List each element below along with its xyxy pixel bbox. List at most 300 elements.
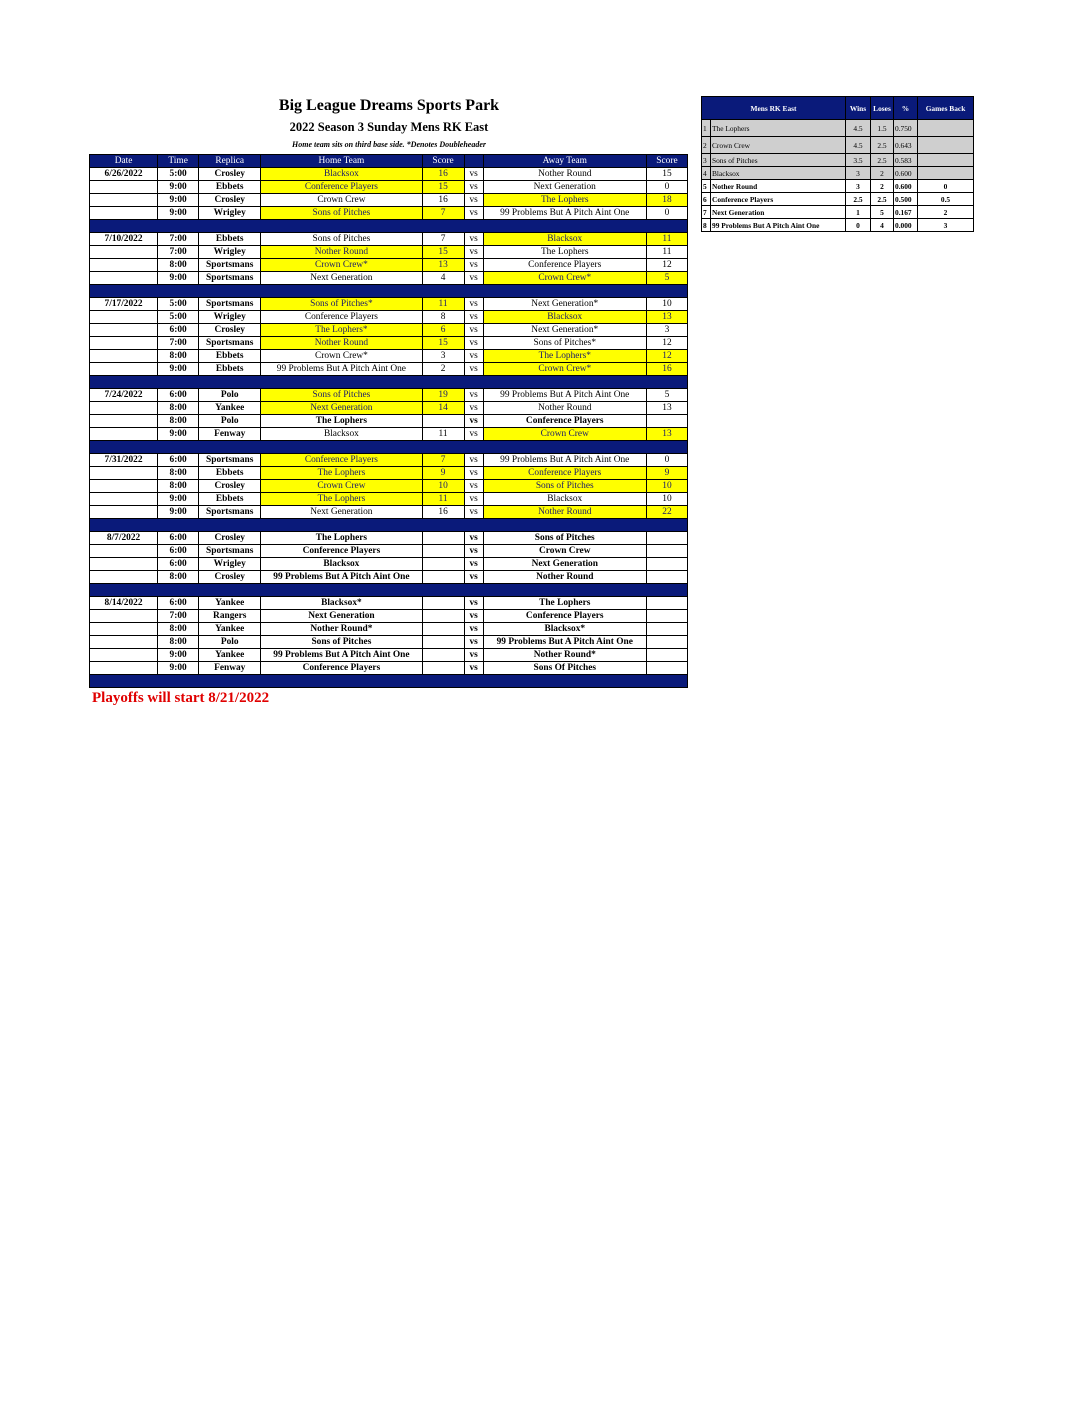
game-row <box>90 493 688 506</box>
game-date <box>90 545 158 558</box>
game-date <box>90 649 158 662</box>
game-date <box>90 623 158 636</box>
home-score: 9 <box>422 467 464 480</box>
game-date <box>90 415 158 428</box>
vs-label: vs <box>464 480 483 493</box>
game-time: 6:00 <box>158 324 199 337</box>
vs-label: vs <box>464 246 483 259</box>
game-time: 6:00 <box>158 532 199 545</box>
home-score: 15 <box>422 337 464 350</box>
field-replica: Ebbets <box>199 233 261 246</box>
week-separator <box>90 675 688 688</box>
game-time: 7:00 <box>158 233 199 246</box>
away-team: The Lophers <box>483 246 646 259</box>
game-row <box>90 480 688 493</box>
home-team: Sons of Pitches <box>261 233 422 246</box>
game-row <box>90 259 688 272</box>
field-replica: Yankee <box>199 649 261 662</box>
col-away-score: Score <box>646 155 687 168</box>
away-score: 0 <box>646 181 687 194</box>
away-score: 13 <box>646 402 687 415</box>
game-time: 8:00 <box>158 623 199 636</box>
field-replica: Wrigley <box>199 207 261 220</box>
vs-label: vs <box>464 363 483 376</box>
away-team: The Lophers <box>483 194 646 207</box>
away-score: 22 <box>646 506 687 519</box>
away-team: 99 Problems But A Pitch Aint One <box>483 454 646 467</box>
vs-label: vs <box>464 298 483 311</box>
col-home-team: Home Team <box>261 155 422 168</box>
home-score: 11 <box>422 298 464 311</box>
away-team: Blacksox <box>483 311 646 324</box>
vs-label: vs <box>464 337 483 350</box>
game-date: 7/31/2022 <box>90 454 158 467</box>
away-team: Blacksox <box>483 233 646 246</box>
away-score: 12 <box>646 259 687 272</box>
game-date <box>90 558 158 571</box>
away-team: Conference Players <box>483 415 646 428</box>
home-score: 7 <box>422 233 464 246</box>
away-score: 10 <box>646 493 687 506</box>
standings-pct: 0.750 <box>894 120 918 137</box>
standings-loses: 1.5 <box>871 120 894 137</box>
home-team: Sons of Pitches <box>261 389 422 402</box>
game-time: 5:00 <box>158 298 199 311</box>
col-away-team: Away Team <box>483 155 646 168</box>
game-time: 6:00 <box>158 389 199 402</box>
game-time: 6:00 <box>158 558 199 571</box>
away-score: 0 <box>646 454 687 467</box>
home-score: 16 <box>422 194 464 207</box>
standings-rank: 3 <box>702 154 711 167</box>
game-date <box>90 493 158 506</box>
game-date <box>90 181 158 194</box>
field-replica: Sportsmans <box>199 298 261 311</box>
home-team: Crown Crew <box>261 194 422 207</box>
game-date <box>90 259 158 272</box>
game-time: 9:00 <box>158 194 199 207</box>
game-row <box>90 623 688 636</box>
home-team: Crown Crew* <box>261 259 422 272</box>
game-row <box>90 610 688 623</box>
vs-label: vs <box>464 545 483 558</box>
game-date <box>90 207 158 220</box>
standings-pct: 0.167 <box>894 206 918 219</box>
away-score: 12 <box>646 337 687 350</box>
standings-wins: 4.5 <box>846 137 871 154</box>
away-team: Blacksox <box>483 493 646 506</box>
field-replica: Crosley <box>199 194 261 207</box>
home-team: Next Generation <box>261 272 422 285</box>
standings-wins: 2.5 <box>846 193 871 206</box>
field-replica: Crosley <box>199 532 261 545</box>
away-score <box>646 662 687 675</box>
standings-wins: 1 <box>846 206 871 219</box>
standings-games-back: 0 <box>918 180 974 193</box>
away-score: 5 <box>646 389 687 402</box>
home-team: Conference Players <box>261 545 422 558</box>
away-team: Sons of Pitches <box>483 532 646 545</box>
home-team: 99 Problems But A Pitch Aint One <box>261 649 422 662</box>
standings-games-back <box>918 154 974 167</box>
away-team: Next Generation <box>483 558 646 571</box>
away-team: Crown Crew* <box>483 363 646 376</box>
home-score: 13 <box>422 259 464 272</box>
standings-team: Sons of Pitches <box>711 154 846 167</box>
game-row <box>90 207 688 220</box>
home-score <box>422 610 464 623</box>
game-time: 9:00 <box>158 506 199 519</box>
home-team: Blacksox* <box>261 597 422 610</box>
game-row <box>90 532 688 545</box>
field-replica: Polo <box>199 389 261 402</box>
field-replica: Crosley <box>199 324 261 337</box>
game-date: 7/17/2022 <box>90 298 158 311</box>
standings-team: Conference Players <box>711 193 846 206</box>
game-date <box>90 311 158 324</box>
home-score <box>422 636 464 649</box>
game-row <box>90 337 688 350</box>
away-score <box>646 597 687 610</box>
standings-loses: 4 <box>871 219 894 232</box>
game-time: 9:00 <box>158 272 199 285</box>
standings-rank: 7 <box>702 206 711 219</box>
home-score: 11 <box>422 428 464 441</box>
field-replica: Fenway <box>199 662 261 675</box>
field-replica: Ebbets <box>199 350 261 363</box>
away-team: Nother Round <box>483 506 646 519</box>
home-score <box>422 415 464 428</box>
game-time: 5:00 <box>158 168 199 181</box>
home-score <box>422 662 464 675</box>
vs-label: vs <box>464 610 483 623</box>
home-score: 4 <box>422 272 464 285</box>
away-score: 13 <box>646 428 687 441</box>
game-date <box>90 571 158 584</box>
week-separator <box>90 519 688 532</box>
home-score <box>422 558 464 571</box>
home-score: 15 <box>422 246 464 259</box>
vs-label: vs <box>464 636 483 649</box>
week-separator <box>90 376 688 389</box>
away-score: 10 <box>646 480 687 493</box>
schedule-table <box>89 154 688 688</box>
game-row <box>90 454 688 467</box>
game-time: 9:00 <box>158 649 199 662</box>
vs-label: vs <box>464 272 483 285</box>
standings-col-loses: Loses <box>871 97 894 120</box>
standings-rank: 2 <box>702 137 711 154</box>
home-score: 11 <box>422 493 464 506</box>
home-score <box>422 545 464 558</box>
standings-games-back: 2 <box>918 206 974 219</box>
vs-label: vs <box>464 454 483 467</box>
game-time: 7:00 <box>158 246 199 259</box>
game-date <box>90 350 158 363</box>
game-row <box>90 428 688 441</box>
field-replica: Crosley <box>199 480 261 493</box>
vs-label: vs <box>464 571 483 584</box>
away-score <box>646 558 687 571</box>
away-team: Conference Players <box>483 467 646 480</box>
home-score <box>422 571 464 584</box>
playoffs-notice: Playoffs will start 8/21/2022 <box>92 690 270 706</box>
standings-team: Nother Round <box>711 180 846 193</box>
home-score <box>422 649 464 662</box>
away-team: Conference Players <box>483 259 646 272</box>
standings-rank: 6 <box>702 193 711 206</box>
game-row <box>90 246 688 259</box>
separator-bar <box>90 220 688 233</box>
vs-label: vs <box>464 259 483 272</box>
away-score: 13 <box>646 311 687 324</box>
game-time: 8:00 <box>158 467 199 480</box>
game-time: 6:00 <box>158 454 199 467</box>
home-score: 3 <box>422 350 464 363</box>
home-team: Next Generation <box>261 610 422 623</box>
home-score: 8 <box>422 311 464 324</box>
home-score <box>422 597 464 610</box>
week-separator <box>90 285 688 298</box>
away-team: 99 Problems But A Pitch Aint One <box>483 636 646 649</box>
standings-team: Blacksox <box>711 167 846 180</box>
standings-games-back <box>918 167 974 180</box>
separator-bar <box>90 519 688 532</box>
away-score: 10 <box>646 298 687 311</box>
away-team: Nother Round <box>483 402 646 415</box>
col-vs <box>464 155 483 168</box>
vs-label: vs <box>464 389 483 402</box>
game-time: 7:00 <box>158 337 199 350</box>
home-score <box>422 532 464 545</box>
field-replica: Sportsmans <box>199 272 261 285</box>
standings-wins: 3.5 <box>846 154 871 167</box>
home-score <box>422 623 464 636</box>
standings-loses: 2.5 <box>871 154 894 167</box>
game-date <box>90 480 158 493</box>
home-score: 16 <box>422 506 464 519</box>
game-date <box>90 363 158 376</box>
standings-games-back <box>918 120 974 137</box>
game-time: 6:00 <box>158 597 199 610</box>
field-replica: Sportsmans <box>199 506 261 519</box>
away-team: The Lophers <box>483 597 646 610</box>
game-time: 9:00 <box>158 181 199 194</box>
game-time: 9:00 <box>158 207 199 220</box>
vs-label: vs <box>464 402 483 415</box>
standings-pct: 0.600 <box>894 167 918 180</box>
home-team: Sons of Pitches* <box>261 298 422 311</box>
vs-label: vs <box>464 649 483 662</box>
away-team: Nother Round* <box>483 649 646 662</box>
away-team: Sons of Pitches <box>483 480 646 493</box>
game-date <box>90 428 158 441</box>
game-time: 8:00 <box>158 350 199 363</box>
standings-rank: 8 <box>702 219 711 232</box>
game-date: 6/26/2022 <box>90 168 158 181</box>
home-score: 7 <box>422 207 464 220</box>
vs-label: vs <box>464 350 483 363</box>
standings-pct: 0.000 <box>894 219 918 232</box>
game-date: 8/14/2022 <box>90 597 158 610</box>
game-date <box>90 246 158 259</box>
home-score: 14 <box>422 402 464 415</box>
field-replica: Yankee <box>199 402 261 415</box>
standings-team: 99 Problems But A Pitch Aint One <box>711 219 846 232</box>
home-team: Nother Round* <box>261 623 422 636</box>
home-team: The Lophers <box>261 467 422 480</box>
field-replica: Yankee <box>199 623 261 636</box>
home-score: 2 <box>422 363 464 376</box>
vs-label: vs <box>464 194 483 207</box>
away-score: 15 <box>646 168 687 181</box>
game-row <box>90 324 688 337</box>
home-team: Sons of Pitches <box>261 636 422 649</box>
game-row <box>90 662 688 675</box>
game-time: 9:00 <box>158 428 199 441</box>
field-replica: Sportsmans <box>199 337 261 350</box>
home-team: The Lophers <box>261 415 422 428</box>
home-team: Nother Round <box>261 246 422 259</box>
standings-wins: 3 <box>846 180 871 193</box>
game-row <box>90 298 688 311</box>
standings-loses: 2.5 <box>871 137 894 154</box>
game-time: 7:00 <box>158 610 199 623</box>
standings-row <box>702 206 974 219</box>
vs-label: vs <box>464 623 483 636</box>
away-score <box>646 636 687 649</box>
standings-pct: 0.500 <box>894 193 918 206</box>
home-score: 16 <box>422 168 464 181</box>
col-home-score: Score <box>422 155 464 168</box>
field-replica: Polo <box>199 636 261 649</box>
home-score: 7 <box>422 454 464 467</box>
doubleheader-note: Home team sits on third base side. *Denotes Doubleheader <box>292 140 486 149</box>
field-replica: Wrigley <box>199 246 261 259</box>
standings-col-wins: Wins <box>846 97 871 120</box>
vs-label: vs <box>464 181 483 194</box>
away-score: 3 <box>646 324 687 337</box>
home-team: Blacksox <box>261 558 422 571</box>
away-team: Conference Players <box>483 610 646 623</box>
field-replica: Polo <box>199 415 261 428</box>
standings-header-row <box>702 97 974 120</box>
vs-label: vs <box>464 467 483 480</box>
away-score <box>646 571 687 584</box>
separator-bar <box>90 376 688 389</box>
away-team: 99 Problems But A Pitch Aint One <box>483 389 646 402</box>
home-team: Sons of Pitches <box>261 207 422 220</box>
home-score: 15 <box>422 181 464 194</box>
game-date <box>90 194 158 207</box>
field-replica: Ebbets <box>199 467 261 480</box>
game-row <box>90 467 688 480</box>
game-row <box>90 389 688 402</box>
col-time: Time <box>158 155 199 168</box>
away-team: Crown Crew <box>483 428 646 441</box>
game-date <box>90 337 158 350</box>
separator-bar <box>90 675 688 688</box>
away-score: 9 <box>646 467 687 480</box>
vs-label: vs <box>464 207 483 220</box>
home-score: 19 <box>422 389 464 402</box>
game-date <box>90 324 158 337</box>
standings-loses: 2 <box>871 180 894 193</box>
vs-label: vs <box>464 662 483 675</box>
away-team: 99 Problems But A Pitch Aint One <box>483 207 646 220</box>
vs-label: vs <box>464 506 483 519</box>
away-team: Next Generation* <box>483 298 646 311</box>
standings-loses: 2 <box>871 167 894 180</box>
home-team: Conference Players <box>261 181 422 194</box>
vs-label: vs <box>464 233 483 246</box>
standings-wins: 4.5 <box>846 120 871 137</box>
away-team: Nother Round <box>483 168 646 181</box>
page-title: Big League Dreams Sports Park <box>278 97 500 114</box>
game-date <box>90 402 158 415</box>
away-score <box>646 415 687 428</box>
field-replica: Ebbets <box>199 493 261 506</box>
game-date: 8/7/2022 <box>90 532 158 545</box>
vs-label: vs <box>464 558 483 571</box>
standings-pct: 0.600 <box>894 180 918 193</box>
standings-team: Next Generation <box>711 206 846 219</box>
game-row <box>90 233 688 246</box>
standings-rank: 4 <box>702 167 711 180</box>
standings-wins: 0 <box>846 219 871 232</box>
field-replica: Sportsmans <box>199 259 261 272</box>
game-time: 9:00 <box>158 363 199 376</box>
home-team: The Lophers <box>261 493 422 506</box>
game-time: 8:00 <box>158 259 199 272</box>
away-team: Crown Crew <box>483 545 646 558</box>
standings-row <box>702 120 974 137</box>
field-replica: Ebbets <box>199 363 261 376</box>
standings-row <box>702 137 974 154</box>
col-date: Date <box>90 155 158 168</box>
standings-col-pct: % <box>894 97 918 120</box>
away-score: 0 <box>646 207 687 220</box>
game-time: 8:00 <box>158 571 199 584</box>
vs-label: vs <box>464 428 483 441</box>
standings-col-games-back: Games Back <box>918 97 974 120</box>
game-date <box>90 662 158 675</box>
vs-label: vs <box>464 311 483 324</box>
field-replica: Fenway <box>199 428 261 441</box>
standings-table <box>701 96 974 232</box>
game-time: 9:00 <box>158 493 199 506</box>
game-time: 8:00 <box>158 402 199 415</box>
standings-row <box>702 167 974 180</box>
vs-label: vs <box>464 415 483 428</box>
home-team: Next Generation <box>261 402 422 415</box>
home-team: Blacksox <box>261 428 422 441</box>
game-row <box>90 363 688 376</box>
week-separator <box>90 441 688 454</box>
home-team: Crown Crew* <box>261 350 422 363</box>
field-replica: Crosley <box>199 571 261 584</box>
standings-row <box>702 180 974 193</box>
game-row <box>90 272 688 285</box>
game-date: 7/24/2022 <box>90 389 158 402</box>
standings-rank: 5 <box>702 180 711 193</box>
away-team: Crown Crew* <box>483 272 646 285</box>
standings-row <box>702 154 974 167</box>
game-row <box>90 415 688 428</box>
game-date <box>90 506 158 519</box>
away-team: Nother Round <box>483 571 646 584</box>
week-separator <box>90 584 688 597</box>
